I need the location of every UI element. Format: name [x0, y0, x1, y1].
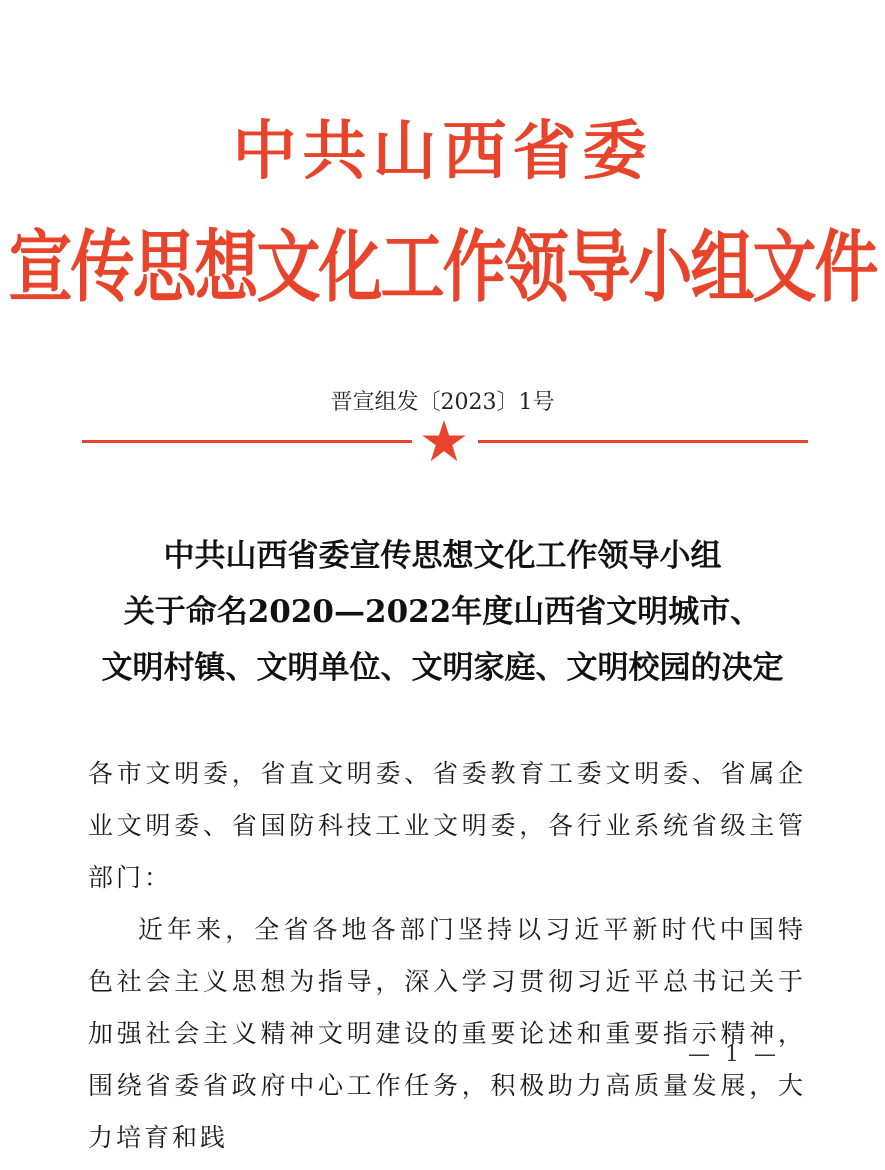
star-icon	[421, 418, 467, 464]
document-number: 晋宣组发〔2023〕1号	[330, 390, 555, 415]
salutation: 各市文明委，省直文明委、省委教育工委文明委、省属企业文明委、省国防科技工业文明委，各行业系统省级主管部门：	[88, 759, 806, 892]
page-number: — 1 —	[688, 1042, 780, 1067]
document-body	[88, 748, 806, 1164]
title-line-2: 关于命名2020—2022年度山西省文明城市、	[123, 594, 762, 630]
title-line-3: 文明村镇、文明单位、文明家庭、文明校园的决定	[101, 650, 784, 686]
document-title	[0, 528, 885, 696]
body-paragraph: 近年来，全省各地各部门坚持以习近平新时代中国特色社会主义思想为指导，深入学习贯彻习近平总书记关于加强社会主义精神文明建设的重要论述和重要指示精神，围绕省委省政府中心工作任务，积极助力高质量发展，大力培育和践	[88, 915, 806, 1152]
header-divider-right	[478, 440, 808, 443]
title-line-1: 中共山西省委宣传思想文化工作领导小组	[163, 538, 722, 574]
document-header-title: 宣传思想文化工作领导小组文件	[8, 223, 877, 314]
header-divider-left	[82, 440, 412, 443]
issuing-organization: 中共山西省委	[232, 115, 653, 189]
